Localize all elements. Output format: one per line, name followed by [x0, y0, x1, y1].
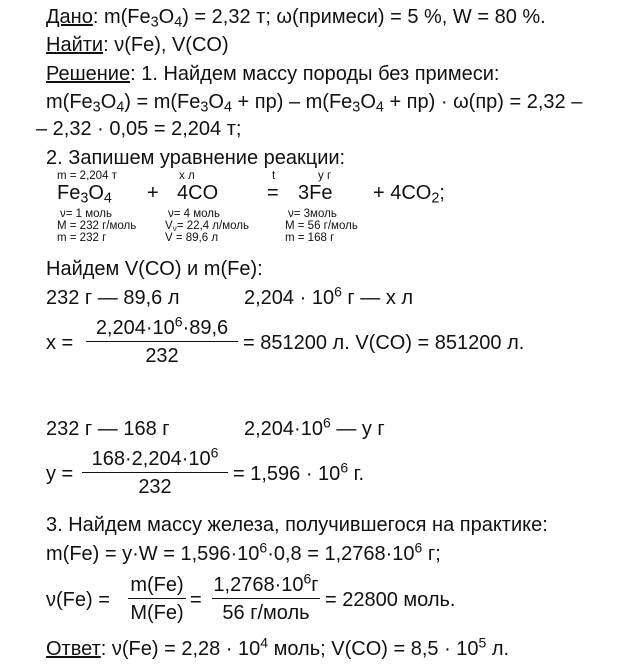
eq-nu-fraction1-numerator: m(Fe): [130, 574, 184, 596]
find-label: Найти: [46, 34, 104, 56]
fe3o4-molar-mass: M = 232 г/моль: [57, 220, 137, 232]
above-fe3o4: m = 2,204 т: [57, 170, 117, 182]
eq-y-result: = $1,596 \cdot 10^6$ г.: [233, 459, 365, 485]
eq-nu-fraction2: [212, 570, 320, 624]
step1-formula: $m(Fe_3O_4) = m(Fe_3O_4 + пр) - m(Fe_3O_4 + пр) \cdot \omega(пр) = 2,32$ –: [46, 91, 583, 116]
eq-x-fraction-bar: [86, 341, 238, 342]
find-line: Найти: ν(Fe), V(CO): [46, 34, 229, 56]
eq-x-numerator: $2,204\cdot 10^6\cdot 89,6$: [95, 313, 229, 339]
solution-line: Решение: 1. Найдем массу породы без примеси:: [46, 63, 500, 85]
eq-nu-fraction1: [128, 574, 186, 624]
proportion1-right: $2,204 \cdot 10^6$ г — х л: [244, 283, 414, 309]
eq-x-fraction: [86, 313, 238, 367]
co-volume: V = 89,6 л: [165, 232, 219, 244]
eq-nu-fraction2-numerator: $1,2768\cdot 10^6г$: [213, 570, 319, 596]
eq-x-denominator: 232: [145, 345, 179, 367]
reaction-fe: 3Fe: [298, 182, 333, 204]
fe3o4-mass: m = 232 г: [57, 232, 107, 244]
given-line: Дано: $m(Fe_3O_4) = 2,32$ т; ω(примеси) = 5 %, W = 80 %.: [46, 6, 546, 31]
proportion2-right: $2,204\cdot 10^6$ — у г: [244, 414, 385, 440]
above-condition: t: [272, 170, 276, 182]
eq-nu-fraction2-bar: [212, 598, 320, 599]
answer-line: Ответ: $\nu(Fe) = 2,28 \cdot 10^4$ моль; $V(CO) = 8,5 \cdot 10^5$ л.: [46, 634, 510, 660]
eq-nu-result: = 22800 моль.: [325, 589, 456, 611]
reaction-equals: =: [267, 182, 279, 204]
find-vm-line: Найдем V(CO) и m(Fe):: [46, 258, 263, 280]
eq-y-numerator: $168\cdot 2,204\cdot 10^6$: [91, 444, 219, 470]
eq-nu-equals: =: [190, 589, 202, 611]
above-co: х л: [179, 170, 195, 182]
eq-x-lhs: x =: [46, 332, 74, 354]
eq-nu-fraction2-denominator: 56 г/моль: [222, 602, 310, 624]
eq-y-fraction-bar: [82, 472, 228, 473]
step3-title: 3. Найдем массу железа, получившегося на практике:: [46, 514, 548, 536]
eq-y-denominator: 232: [138, 476, 172, 498]
answer-label: Ответ: [46, 638, 101, 660]
proportion2-left: 232 г — 168 г: [46, 418, 170, 440]
reaction-fe3o4: $Fe_3O_4$: [57, 182, 112, 207]
reaction-co2: + $4CO_2$;: [373, 182, 445, 207]
given-label: Дано: [46, 6, 93, 28]
eq-nu-fraction1-bar: [128, 598, 186, 599]
step3-mass-fe: $m(Fe) = y\cdot W = 1,596\cdot 10^6\cdot 0,8 = 1,2768\cdot 10^6$ г;: [46, 539, 441, 565]
eq-nu-fraction1-denominator: M(Fe): [130, 602, 184, 624]
fe-moles: ν= 3моль: [288, 208, 337, 220]
eq-x-result: = 851200 л. V(CO) = 851200 л.: [243, 332, 525, 354]
step2-title: 2. Запишем уравнение реакции:: [46, 147, 346, 169]
co-moles: ν= 4 моль: [168, 208, 221, 220]
fe-molar-mass: M = 56 г/моль: [285, 220, 358, 232]
solution-label: Решение: [46, 63, 131, 85]
eq-y-lhs: y =: [46, 463, 74, 485]
reaction-co: 4CO: [177, 182, 219, 204]
step1-result: – 2,32 · 0,05 = 2,204 т;: [36, 118, 242, 140]
fe-mass: m = 168 г: [285, 232, 335, 244]
eq-nu-lhs: ν(Fe) =: [46, 589, 110, 611]
fe3o4-moles: ν= 1 моль: [60, 208, 113, 220]
above-fe: у г: [318, 170, 332, 182]
eq-y-fraction: [82, 444, 228, 498]
reaction-plus: +: [147, 182, 159, 204]
co-molar-volume: $V_\nu= 22,4$ л/моль: [165, 220, 249, 234]
proportion1-left: 232 г — 89,6 л: [46, 287, 180, 309]
